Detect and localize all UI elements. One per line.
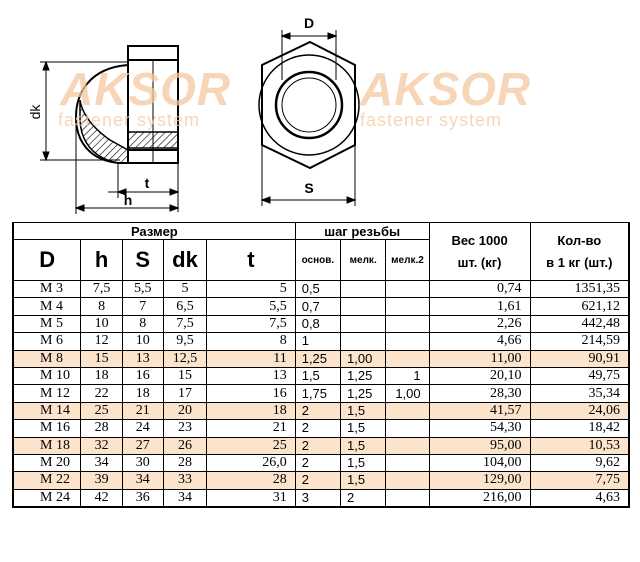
thread-hatch [128, 132, 178, 148]
cell-t: 13 [207, 367, 296, 384]
d-label: D [303, 15, 315, 31]
cell-s: 5,5 [122, 281, 163, 298]
cell-t: 21 [207, 420, 296, 437]
cell-h: 12 [81, 333, 122, 350]
cell-s: 27 [122, 437, 163, 454]
table-row [13, 402, 629, 419]
cell-s: 18 [122, 385, 163, 402]
spec-table [12, 222, 630, 508]
cell-qty: 621,12 [530, 298, 629, 315]
cell-pitch-fine: 1,5 [341, 472, 386, 489]
cell-pitch-main: 1,5 [295, 367, 340, 384]
cell-dk: 17 [163, 385, 206, 402]
header-pitch: шаг резьбы [295, 223, 429, 240]
cap-nut-drawing [0, 0, 640, 222]
cell-weight: 95,00 [429, 437, 530, 454]
cell-d: М 4 [13, 298, 81, 315]
cell-dk: 15 [163, 367, 206, 384]
cell-d: М 18 [13, 437, 81, 454]
cell-qty: 214,59 [530, 333, 629, 350]
header-weight [429, 223, 530, 281]
table-row [13, 315, 629, 332]
cell-t: 5 [207, 281, 296, 298]
col-d: D [13, 240, 81, 281]
cell-t: 11 [207, 350, 296, 367]
cell-h: 8 [81, 298, 122, 315]
header-qty-line1: Кол-во [557, 232, 602, 248]
cell-pitch-main: 3 [295, 489, 340, 507]
cell-pitch-fine2 [386, 315, 429, 332]
cell-pitch-main: 0,5 [295, 281, 340, 298]
cell-weight: 28,30 [429, 385, 530, 402]
watermark-logo-left: AKSOR [60, 63, 232, 115]
s-label: S [304, 180, 314, 196]
t-dimension [108, 163, 178, 212]
cell-d: М 8 [13, 350, 81, 367]
cell-pitch-fine: 1,25 [341, 385, 386, 402]
cell-pitch-main: 2 [295, 472, 340, 489]
cell-pitch-fine2 [386, 333, 429, 350]
cell-dk: 20 [163, 402, 206, 419]
table-row [13, 298, 629, 315]
col-dk: dk [163, 240, 206, 281]
cell-s: 13 [122, 350, 163, 367]
cell-qty: 49,75 [530, 367, 629, 384]
cell-dk: 33 [163, 472, 206, 489]
cell-weight: 2,26 [429, 315, 530, 332]
cell-d: М 20 [13, 454, 81, 471]
cell-t: 25 [207, 437, 296, 454]
header-qty-line2: в 1 кг (шт.) [546, 254, 613, 270]
col-pitch-fine: мелк. [341, 240, 386, 281]
table-row [13, 385, 629, 402]
cell-h: 32 [81, 437, 122, 454]
cell-qty: 442,48 [530, 315, 629, 332]
cell-dk: 23 [163, 420, 206, 437]
cell-qty: 10,53 [530, 437, 629, 454]
cell-t: 5,5 [207, 298, 296, 315]
cell-dk: 28 [163, 454, 206, 471]
watermark-tagline-right: fastener system [360, 110, 503, 130]
table-row [13, 437, 629, 454]
section-hatch [80, 100, 128, 163]
header-weight-line2: шт. (кг) [457, 254, 502, 270]
cell-weight: 11,00 [429, 350, 530, 367]
cell-s: 7 [122, 298, 163, 315]
cell-qty: 90,91 [530, 350, 629, 367]
cell-pitch-fine [341, 315, 386, 332]
cell-weight: 129,00 [429, 472, 530, 489]
dk-label: dk [27, 104, 43, 120]
cell-t: 28 [207, 472, 296, 489]
cell-h: 7,5 [81, 281, 122, 298]
cell-d: М 3 [13, 281, 81, 298]
cell-pitch-fine: 1,5 [341, 402, 386, 419]
cell-h: 42 [81, 489, 122, 507]
cell-t: 31 [207, 489, 296, 507]
col-pitch-main: основ. [295, 240, 340, 281]
cell-qty: 18,42 [530, 420, 629, 437]
cell-pitch-main: 1,25 [295, 350, 340, 367]
cell-dk: 12,5 [163, 350, 206, 367]
top-view [259, 42, 359, 168]
cell-dk: 34 [163, 489, 206, 507]
cell-d: М 24 [13, 489, 81, 507]
table-row [13, 350, 629, 367]
cell-h: 25 [81, 402, 122, 419]
cell-pitch-fine [341, 281, 386, 298]
h-label: h [123, 192, 133, 208]
cell-t: 18 [207, 402, 296, 419]
col-s: S [122, 240, 163, 281]
cell-qty: 7,75 [530, 472, 629, 489]
t-label: t [144, 175, 150, 191]
cell-pitch-fine2 [386, 402, 429, 419]
cell-s: 24 [122, 420, 163, 437]
watermark-tagline-left: fastener system [58, 110, 201, 130]
cell-pitch-fine2 [386, 350, 429, 367]
cell-pitch-fine2 [386, 489, 429, 507]
cell-pitch-main: 2 [295, 437, 340, 454]
cell-s: 10 [122, 333, 163, 350]
col-pitch-fine2: мелк.2 [386, 240, 429, 281]
table-row [13, 472, 629, 489]
cell-h: 18 [81, 367, 122, 384]
spec-table-body [13, 281, 629, 508]
cell-d: М 10 [13, 367, 81, 384]
cell-qty: 9,62 [530, 454, 629, 471]
watermark-logo-right: AKSOR [360, 63, 532, 115]
cell-pitch-fine2 [386, 437, 429, 454]
cell-dk: 7,5 [163, 315, 206, 332]
table-row [13, 367, 629, 384]
cell-h: 34 [81, 454, 122, 471]
col-t: t [207, 240, 296, 281]
cell-t: 8 [207, 333, 296, 350]
cell-d: М 6 [13, 333, 81, 350]
cell-pitch-fine [341, 333, 386, 350]
cell-pitch-fine: 2 [341, 489, 386, 507]
cell-qty: 1351,35 [530, 281, 629, 298]
cell-d: М 16 [13, 420, 81, 437]
cell-pitch-fine [341, 298, 386, 315]
cell-t: 7,5 [207, 315, 296, 332]
cell-t: 26,0 [207, 454, 296, 471]
cell-pitch-fine2 [386, 472, 429, 489]
cell-pitch-fine: 1,5 [341, 437, 386, 454]
cell-d: М 22 [13, 472, 81, 489]
cell-h: 28 [81, 420, 122, 437]
header-qty [530, 223, 629, 281]
cell-pitch-fine2: 1 [386, 367, 429, 384]
cell-dk: 5 [163, 281, 206, 298]
cell-pitch-main: 1 [295, 333, 340, 350]
cell-pitch-fine2 [386, 298, 429, 315]
cell-t: 16 [207, 385, 296, 402]
table-row [13, 420, 629, 437]
header-size: Размер [13, 223, 295, 240]
cell-s: 8 [122, 315, 163, 332]
s-dimension [262, 145, 355, 206]
cell-pitch-fine2: 1,00 [386, 385, 429, 402]
cell-weight: 216,00 [429, 489, 530, 507]
cell-pitch-fine2 [386, 420, 429, 437]
cell-pitch-fine: 1,5 [341, 420, 386, 437]
table-row [13, 454, 629, 471]
cell-s: 30 [122, 454, 163, 471]
cell-pitch-main: 2 [295, 402, 340, 419]
cell-pitch-fine2 [386, 454, 429, 471]
cell-d: М 5 [13, 315, 81, 332]
cell-d: М 14 [13, 402, 81, 419]
cell-pitch-fine: 1,25 [341, 367, 386, 384]
table-row [13, 489, 629, 507]
cell-pitch-main: 0,8 [295, 315, 340, 332]
cell-pitch-fine2 [386, 281, 429, 298]
cell-pitch-main: 1,75 [295, 385, 340, 402]
cell-h: 39 [81, 472, 122, 489]
cell-weight: 1,61 [429, 298, 530, 315]
cell-h: 15 [81, 350, 122, 367]
cell-s: 36 [122, 489, 163, 507]
cell-h: 22 [81, 385, 122, 402]
cell-s: 21 [122, 402, 163, 419]
cell-dk: 6,5 [163, 298, 206, 315]
cell-qty: 24,06 [530, 402, 629, 419]
cell-pitch-fine: 1,5 [341, 454, 386, 471]
cell-dk: 26 [163, 437, 206, 454]
cell-qty: 35,34 [530, 385, 629, 402]
cell-weight: 104,00 [429, 454, 530, 471]
col-h: h [81, 240, 122, 281]
cell-weight: 0,74 [429, 281, 530, 298]
cell-weight: 4,66 [429, 333, 530, 350]
cell-weight: 20,10 [429, 367, 530, 384]
cell-pitch-main: 2 [295, 420, 340, 437]
table-row [13, 281, 629, 298]
cell-weight: 54,30 [429, 420, 530, 437]
cell-pitch-main: 0,7 [295, 298, 340, 315]
header-weight-line1: Вес 1000 [451, 232, 508, 248]
cell-pitch-fine: 1,00 [341, 350, 386, 367]
table-row [13, 333, 629, 350]
cell-h: 10 [81, 315, 122, 332]
cell-dk: 9,5 [163, 333, 206, 350]
cell-weight: 41,57 [429, 402, 530, 419]
cell-qty: 4,63 [530, 489, 629, 507]
cell-s: 16 [122, 367, 163, 384]
cell-s: 34 [122, 472, 163, 489]
cell-pitch-main: 2 [295, 454, 340, 471]
cell-d: М 12 [13, 385, 81, 402]
